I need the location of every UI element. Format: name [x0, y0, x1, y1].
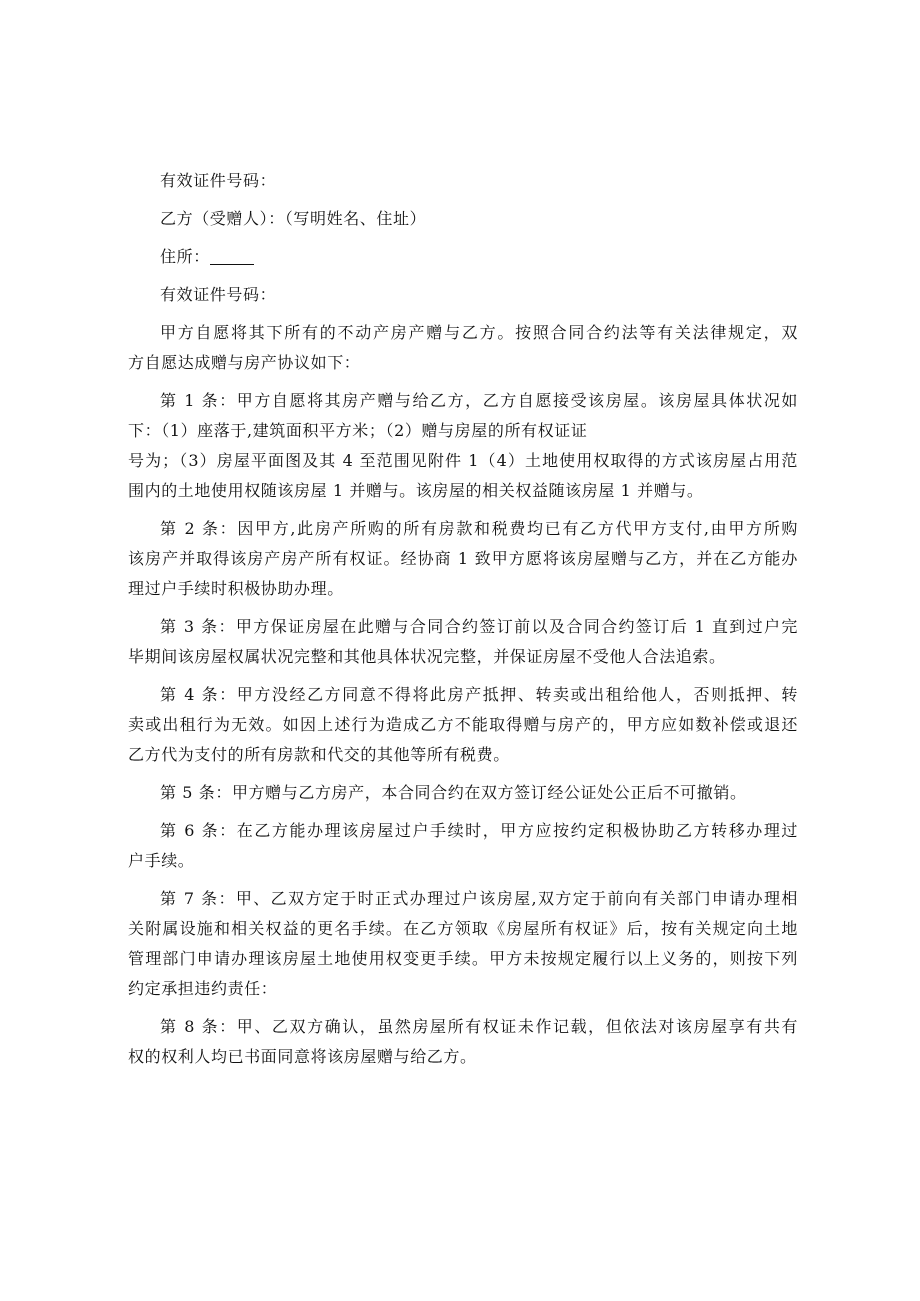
paragraph-line: 围内的土地使用权随该房屋 1 并赠与。该房屋的相关权益随该房屋 1 并赠与。	[128, 481, 704, 500]
article-1	[128, 386, 798, 506]
article-6	[128, 816, 798, 876]
paragraph-line: 毕期间该房屋权属状况完整和其他具体状况完整，并保证房屋不受他人合法追索。	[128, 647, 726, 666]
contract-body	[128, 166, 798, 1072]
intro-paragraph	[128, 318, 798, 378]
paragraph-line: 第 8 条：甲、乙双方确认，虽然房屋所有权证未作记载，但依法对该房屋享有共有	[160, 1017, 798, 1036]
paragraph-line: 该房产并取得该房产房产所有权证。经协商 1 致甲方愿将该房屋赠与乙方，并在乙方能办	[128, 549, 798, 568]
paragraph-line: 第 6 条：在乙方能办理该房屋过户手续时，甲方应按约定积极协助乙方转移办理过	[160, 821, 798, 840]
id-number-party-b	[128, 280, 798, 310]
article-8	[128, 1012, 798, 1072]
address-label: 住所：	[160, 247, 210, 266]
article-3	[128, 612, 798, 672]
id-number-label: 有效证件号码：	[160, 171, 277, 190]
paragraph-line: 第 7 条：甲、乙双方定于时正式办理过户该房屋,双方定于前向有关部门申请办理相	[160, 889, 798, 908]
paragraph-line: 第 4 条：甲方没经乙方同意不得将此房产抵押、转卖或出租给他人，否则抵押、转	[160, 685, 798, 704]
paragraph-line: 号为；（3）房屋平面图及其 4 至范围见附件 1（4）土地使用权取得的方式该房屋占用范	[128, 451, 798, 470]
article-4	[128, 680, 798, 770]
paragraph-line: 户手续。	[128, 851, 195, 870]
paragraph-line: 第 5 条：甲方赠与乙方房产，本合同合约在双方签订经公证处公正后不可撤销。	[160, 783, 747, 802]
paragraph-line: 约定承担违约责任：	[128, 979, 278, 998]
article-7	[128, 884, 798, 1004]
paragraph-line: 权的权利人均已书面同意将该房屋赠与给乙方。	[128, 1047, 477, 1066]
paragraph-line: 下：（1）座落于,建筑面积平方米；（2）赠与房屋的所有权证证	[128, 421, 588, 440]
paragraph-line: 第 1 条：甲方自愿将其房产赠与给乙方，乙方自愿接受该房屋。该房屋具体状况如	[160, 391, 798, 410]
paragraph-line: 第 3 条：甲方保证房屋在此赠与合同合约签订前以及合同合约签订后 1 直到过户完	[160, 617, 798, 636]
article-5	[128, 778, 798, 808]
article-2	[128, 514, 798, 604]
paragraph-line: 方自愿达成赠与房产协议如下：	[128, 353, 361, 372]
address-line	[128, 242, 798, 272]
paragraph-line: 第 2 条：因甲方,此房产所购的所有房款和税费均已有乙方代甲方支付,由甲方所购	[160, 519, 798, 538]
address-blank	[210, 246, 254, 265]
paragraph-line: 甲方自愿将其下所有的不动产房产赠与乙方。按照合同合约法等有关法律规定，双	[160, 323, 798, 342]
paragraph-line: 关附属设施和相关权益的更名手续。在乙方领取《房屋所有权证》后，按有关规定向土地	[128, 919, 798, 938]
paragraph-line: 理过户手续时积极协助办理。	[128, 579, 344, 598]
paragraph-line: 卖或出租行为无效。如因上述行为造成乙方不能取得赠与房产的，甲方应如数补偿或退还	[128, 715, 798, 734]
id-number-party-a	[128, 166, 798, 196]
party-b-label: 乙方（受赠人）：（写明姓名、住址）	[160, 209, 427, 228]
paragraph-line: 管理部门申请办理该房屋土地使用权变更手续。甲方未按规定履行以上义务的，则按下列	[128, 949, 798, 968]
party-b-heading	[128, 204, 798, 234]
paragraph-line: 乙方代为支付的所有房款和代交的其他等所有税费。	[128, 745, 510, 764]
id-number-label: 有效证件号码：	[160, 285, 277, 304]
